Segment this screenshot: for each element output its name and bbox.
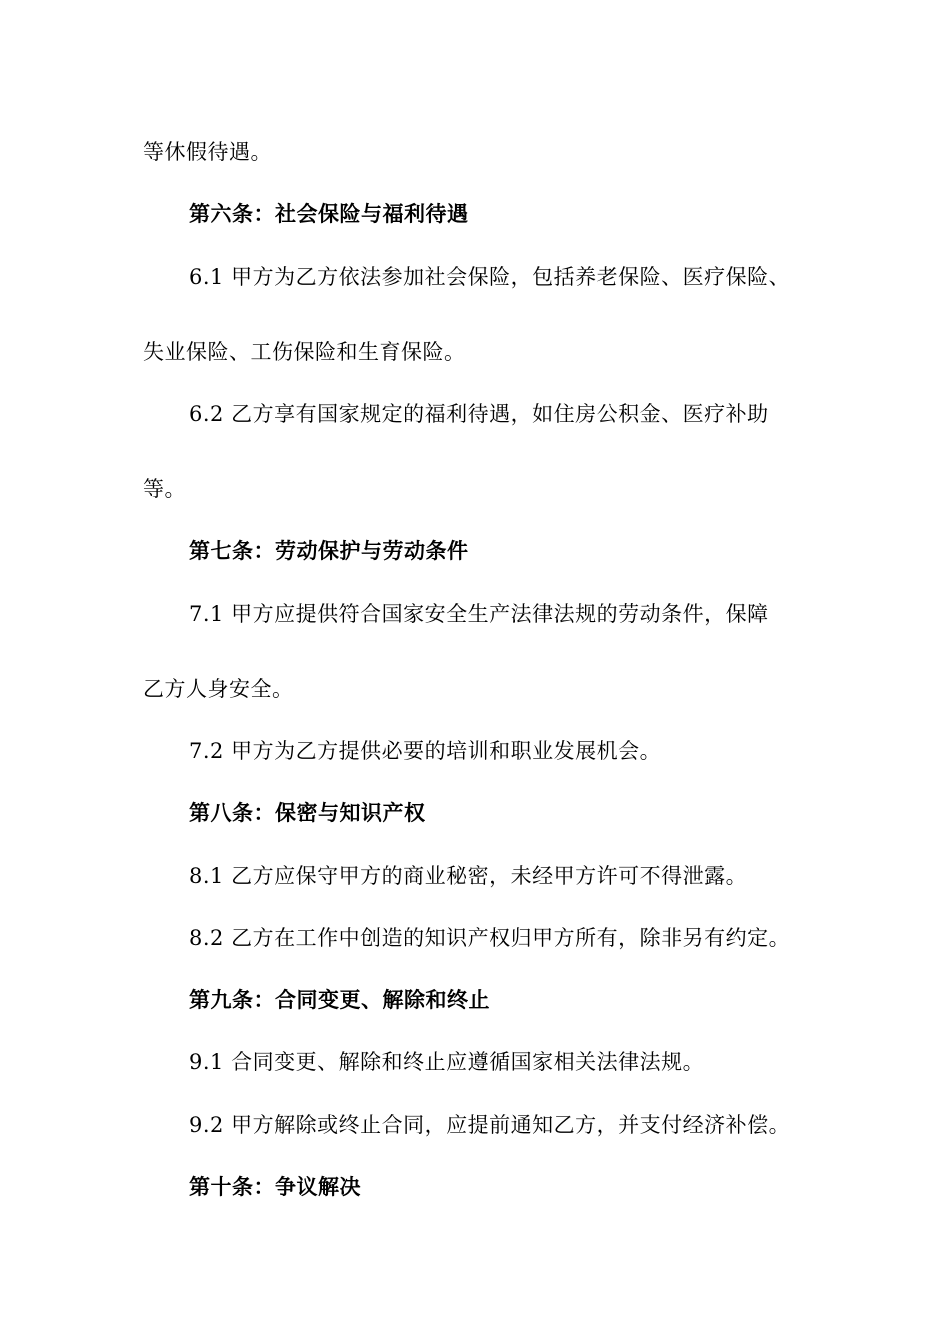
clause-6-2: 6.2 乙方享有国家规定的福利待遇，如住房公积金、医疗补助 xyxy=(189,402,769,426)
clause-7-1-continued: 乙方人身安全。 xyxy=(143,677,294,701)
clause-7-2: 7.2 甲方为乙方提供必要的培训和职业发展机会。 xyxy=(189,739,662,763)
clause-8-2: 8.2 乙方在工作中创造的知识产权归甲方所有，除非另有约定。 xyxy=(189,926,791,950)
article-7-heading: 第七条：劳动保护与劳动条件 xyxy=(189,539,469,563)
clause-8-1: 8.1 乙方应保守甲方的商业秘密，未经甲方许可不得泄露。 xyxy=(189,864,748,888)
clause-9-1: 9.1 合同变更、解除和终止应遵循国家相关法律法规。 xyxy=(189,1050,705,1074)
clause-6-1-continued: 失业保险、工伤保险和生育保险。 xyxy=(143,340,466,364)
clause-6-1: 6.1 甲方为乙方依法参加社会保险，包括养老保险、医疗保险、 xyxy=(189,265,791,289)
clause-6-2-continued: 等。 xyxy=(143,477,186,501)
article-10-heading: 第十条：争议解决 xyxy=(189,1175,361,1199)
article-8-heading: 第八条：保密与知识产权 xyxy=(189,801,426,825)
article-6-heading: 第六条：社会保险与福利待遇 xyxy=(189,202,469,226)
clause-9-2: 9.2 甲方解除或终止合同，应提前通知乙方，并支付经济补偿。 xyxy=(189,1113,791,1137)
article-9-heading: 第九条：合同变更、解除和终止 xyxy=(189,988,490,1012)
paragraph-continuation: 等休假待遇。 xyxy=(143,140,272,164)
clause-7-1: 7.1 甲方应提供符合国家安全生产法律法规的劳动条件，保障 xyxy=(189,602,769,626)
